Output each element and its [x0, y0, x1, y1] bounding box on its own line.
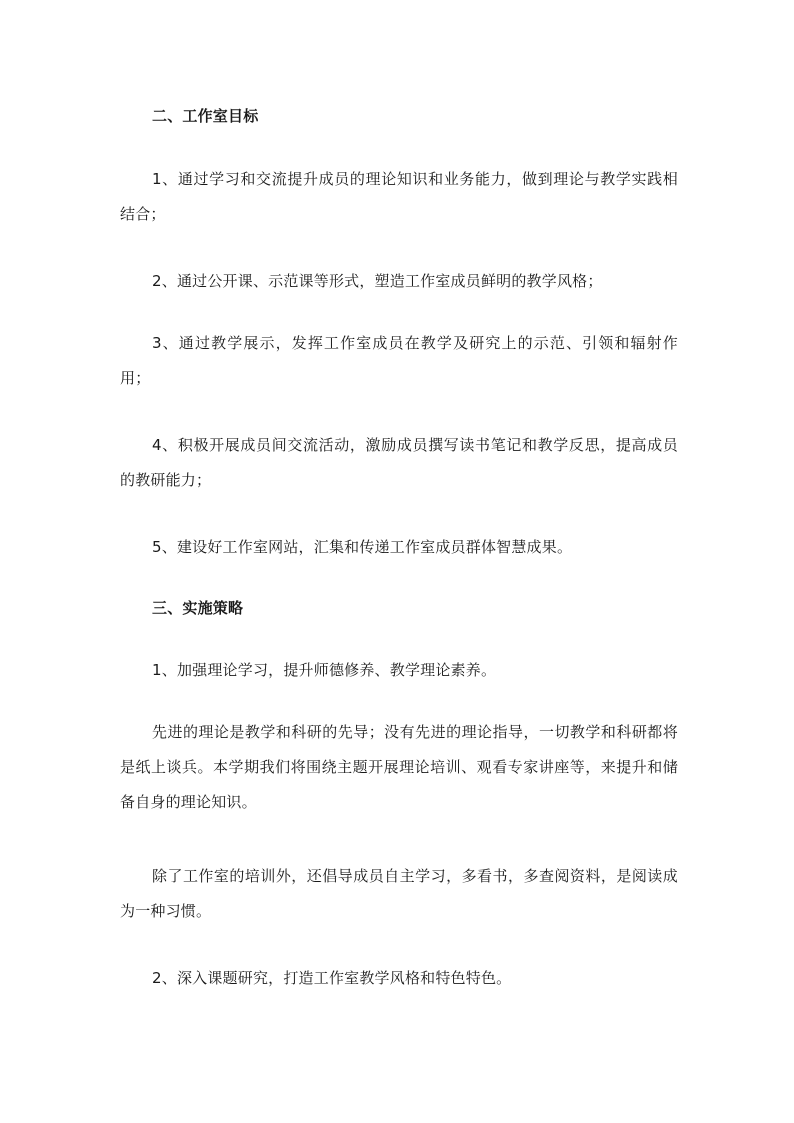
goal-item-2: 2、通过公开课、示范课等形式，塑造工作室成员鲜明的教学风格；: [152, 272, 603, 290]
goal-item-1: 1、通过学习和交流提升成员的理论知识和业务能力，做到理论与教学实践相结合；: [120, 170, 678, 223]
strategy-item-1: 1、加强理论学习，提升师德修养、教学理论素养。: [152, 661, 497, 679]
section-heading-goals: 二、工作室目标: [152, 107, 259, 125]
section-heading-strategies: 三、实施策略: [152, 599, 244, 617]
strategy-paragraph-self-study: 除了工作室的培训外，还倡导成员自主学习，多看书，多查阅资料，是阅读成为一种习惯。: [120, 867, 678, 920]
goal-item-4: 4、积极开展成员间交流活动，激励成员撰写读书笔记和教学反思，提高成员的教研能力；: [120, 436, 678, 489]
strategy-item-2: 2、深入课题研究，打造工作室教学风格和特色特色。: [152, 969, 512, 987]
strategy-paragraph-theory: 先进的理论是教学和科研的先导；没有先进的理论指导，一切教学和科研都将是纸上谈兵。本学期我们将围绕主题开展理论培训、观看专家讲座等，来提升和储备自身的理论知识。: [120, 723, 678, 811]
goal-item-5: 5、建设好工作室网站，汇集和传递工作室成员群体智慧成果。: [152, 538, 573, 556]
goal-item-3: 3、通过教学展示，发挥工作室成员在教学及研究上的示范、引领和辐射作用；: [120, 334, 678, 387]
